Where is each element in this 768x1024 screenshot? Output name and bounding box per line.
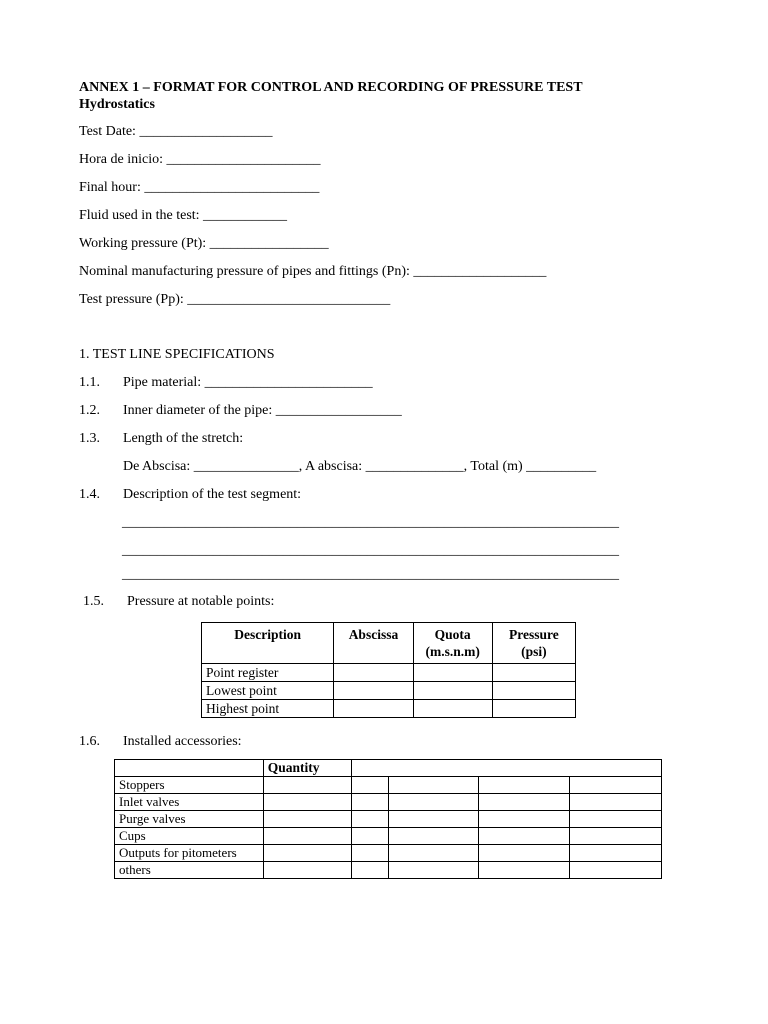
table-cell[interactable] [413,664,492,682]
item-pipe-material: Pipe material: ________________________ [123,375,373,390]
item-number: 1.3. [79,431,100,446]
description-line: _______________________________________________________________________ [122,567,619,582]
pressure-table [201,622,576,718]
row-label: others [115,862,264,879]
item-notable-points: Pressure at notable points: [127,594,275,609]
item-number: 1.1. [79,375,100,390]
table-cell[interactable] [263,777,351,794]
table-cell [115,760,264,777]
field-start-hour: Hora de inicio: ______________________ [79,152,321,167]
table-cell[interactable] [388,845,479,862]
item-segment-description: Description of the test segment: [123,487,302,502]
section-heading: 1. TEST LINE SPECIFICATIONS [79,347,275,362]
field-final-hour: Final hour: _________________________ [79,180,320,195]
table-cell[interactable] [334,664,413,682]
table-row [115,862,662,879]
table-cell[interactable] [351,862,388,879]
field-working-pressure: Working pressure (Pt): _________________ [79,236,329,251]
field-test-date: Test Date: ___________________ [79,124,273,139]
table-cell[interactable] [570,777,662,794]
row-label: Purge valves [115,811,264,828]
table-cell[interactable] [479,862,570,879]
item-number: 1.6. [79,734,100,749]
table-cell[interactable] [479,777,570,794]
table-cell[interactable] [388,777,479,794]
item-number: 1.4. [79,487,100,502]
header-pressure: Pressure (psi) [492,623,575,664]
table-cell[interactable] [413,700,492,718]
document-subtitle: Hydrostatics [79,97,155,112]
header-quota: Quota (m.s.n.m) [413,623,492,664]
table-cell[interactable] [570,811,662,828]
table-header-row [115,760,662,777]
item-accessories: Installed accessories: [123,734,242,749]
table-row [115,845,662,862]
table-cell[interactable] [570,845,662,862]
table-row [115,811,662,828]
table-cell[interactable] [479,794,570,811]
table-cell[interactable] [479,811,570,828]
row-label: Highest point [202,700,334,718]
table-cell[interactable] [334,682,413,700]
table-cell[interactable] [351,777,388,794]
description-line: _______________________________________________________________________ [122,543,619,558]
field-test-pressure: Test pressure (Pp): _____________________________ [79,292,391,307]
table-row [115,794,662,811]
table-cell[interactable] [351,794,388,811]
table-cell[interactable] [570,828,662,845]
table-cell[interactable] [263,845,351,862]
table-cell [351,760,661,777]
row-label: Outputs for pitometers [115,845,264,862]
row-label: Inlet valves [115,794,264,811]
table-cell[interactable] [263,794,351,811]
header-quantity: Quantity [263,760,351,777]
item-number: 1.2. [79,403,100,418]
table-cell[interactable] [263,828,351,845]
table-cell[interactable] [263,811,351,828]
row-label: Point register [202,664,334,682]
table-cell[interactable] [570,862,662,879]
table-cell[interactable] [388,794,479,811]
table-cell[interactable] [351,811,388,828]
header-abscissa: Abscissa [334,623,413,664]
table-row [202,682,576,700]
description-line: _______________________________________________________________________ [122,515,619,530]
table-row [115,777,662,794]
table-row [202,664,576,682]
table-cell[interactable] [479,828,570,845]
table-cell[interactable] [388,811,479,828]
table-cell[interactable] [351,845,388,862]
table-row [202,700,576,718]
field-fluid: Fluid used in the test: ____________ [79,208,288,223]
item-number: 1.5. [83,594,104,609]
table-row [115,828,662,845]
table-cell[interactable] [413,682,492,700]
table-cell[interactable] [334,700,413,718]
table-cell[interactable] [388,862,479,879]
table-header-row [202,623,576,664]
row-label: Cups [115,828,264,845]
row-label: Lowest point [202,682,334,700]
item-abscissa-range: De Abscisa: _______________, A abscisa: ______________, Total (m) __________ [123,459,597,474]
row-label: Stoppers [115,777,264,794]
header-description: Description [202,623,334,664]
accessories-table [114,759,662,879]
table-cell[interactable] [388,828,479,845]
table-cell[interactable] [492,682,575,700]
table-cell[interactable] [492,664,575,682]
document-title: ANNEX 1 – FORMAT FOR CONTROL AND RECORDING OF PRESSURE TEST [79,80,583,95]
item-stretch-length: Length of the stretch: [123,431,244,446]
table-cell[interactable] [263,862,351,879]
item-inner-diameter: Inner diameter of the pipe: __________________ [123,403,402,418]
table-cell[interactable] [492,700,575,718]
table-cell[interactable] [570,794,662,811]
table-cell[interactable] [351,828,388,845]
table-cell[interactable] [479,845,570,862]
field-nominal-pressure: Nominal manufacturing pressure of pipes and fittings (Pn): ___________________ [79,264,547,279]
